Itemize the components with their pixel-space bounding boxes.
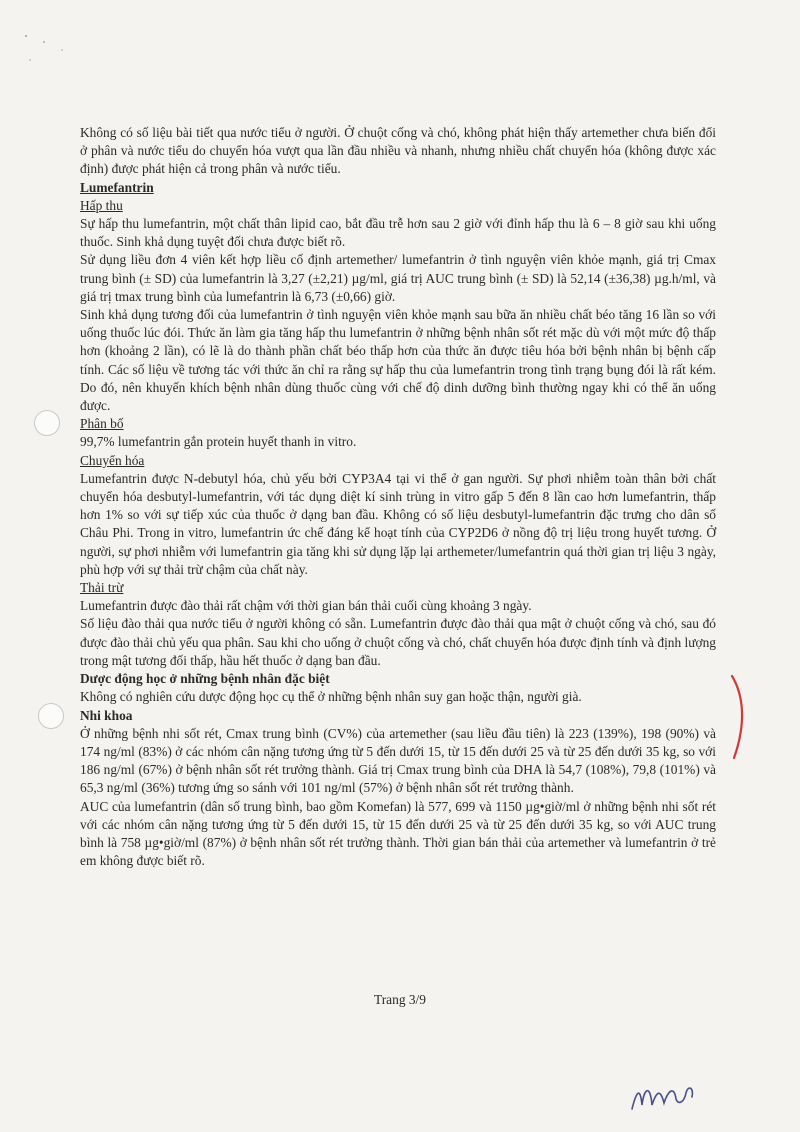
elimination-paragraph-1: Lumefantrin được đào thải rất chậm với thời gian bán thải cuối cùng khoảng 3 ngày.	[80, 598, 532, 614]
document-body	[80, 124, 716, 870]
subheading-absorption: Hấp thu	[80, 197, 123, 213]
heading-pediatrics: Nhi khoa	[80, 707, 133, 723]
handwritten-signature	[628, 1075, 698, 1115]
red-bracket-mark	[726, 672, 750, 762]
pediatrics-paragraph-2: AUC của lumefantrin (dân số trung bình, bao gồm Komefan) là 577, 699 và 1150 µg•giờ/ml ở những bệnh nhi sốt rét với các nhóm cân nặng tương ứng từ 5 đến dưới 15, từ 15 đến dưới 25 và từ 25 đến dưới 35 kg, so với AUC trung bình là 758 µg•giờ/ml (87%) ở bệnh nhân sốt rét trưởng thành. Thời gian bán thải của artemether và lumefantrin ở trẻ em không được biết rõ.	[80, 798, 716, 869]
absorption-paragraph-1: Sự hấp thu lumefantrin, một chất thân lipid cao, bắt đầu trễ hơn sau 2 giờ với đỉnh hấp thu là 6 – 8 giờ sau khi uống thuốc. Sinh khả dụng tuyệt đối chưa được biết rõ.	[80, 216, 716, 250]
intro-paragraph: Không có số liệu bài tiết qua nước tiểu ở người. Ở chuột cống và chó, không phát hiện thấy artemether chưa biến đổi ở phân và nước tiểu do chuyển hóa vượt qua lần đầu nhiều và nhanh, nhưng nhiều chất chuyển hóa (không được xác định) được phát hiện cả trong phân và nước tiểu.	[80, 125, 716, 177]
absorption-paragraph-3: Sinh khả dụng tương đối của lumefantrin ở tình nguyện viên khỏe mạnh sau bữa ăn nhiều chất béo tăng 16 lần so với uống thuốc lúc đói. Thức ăn làm gia tăng hấp thu lumefantrin ở những bệnh nhân sốt rét mặc dù với một mức độ thấp hơn (khoảng 2 lần), có lẽ là do thành phần chất béo thấp hơn của thức ăn được tiêu hóa bởi bệnh nhân bị bệnh cấp tính. Các số liệu về tương tác với thức ăn chỉ ra rằng sự hấp thu của lumefantrin trong tình trạng bụng đói là rất kém. Do đó, nên khuyến khích bệnh nhân dùng thuốc cùng với chế độ dinh dưỡng bình thường ngay khi có thể ăn uống được.	[80, 307, 716, 414]
heading-special-populations: Dược động học ở những bệnh nhân đặc biệt	[80, 671, 330, 687]
subheading-elimination: Thải trừ	[80, 580, 124, 596]
elimination-paragraph-2: Số liệu đào thải qua nước tiểu ở người không có sẵn. Lumefantrin được đào thải qua mật ở chuột cống và chó, sau đó được đào thải chủ yếu qua phân. Sau khi cho uống ở chuột cống và chó, chất chuyển hóa được định tính và định lượng trong mật tương đối thấp, hầu hết thuốc ở dạng ban đầu.	[80, 616, 716, 668]
section-heading-lumefantrin: Lumefantrin	[80, 179, 154, 195]
punch-hole-bottom	[38, 703, 64, 729]
subheading-distribution: Phân bố	[80, 416, 124, 432]
punch-hole-top	[34, 410, 60, 436]
page-number: Trang 3/9	[374, 992, 426, 1007]
special-populations-paragraph: Không có nghiên cứu dược động học cụ thể ở những bệnh nhân suy gan hoặc thận, người già.	[80, 689, 582, 705]
pediatrics-paragraph-1: Ở những bệnh nhi sốt rét, Cmax trung bình (CV%) của artemether (sau liều đầu tiên) là 223 (139%), 198 (90%) và 174 ng/ml (83%) ở các nhóm cân nặng tương ứng từ 5 đến dưới 15, từ 15 đến dưới 25 và từ 25 đến dưới 35 kg, so với 186 ng/ml (67%) ở bệnh nhân sốt rét trưởng thành. Giá trị Cmax trung bình của DHA là 54,7 (108%), 79,8 (101%) và 65,3 ng/ml (36%) tương ứng so sánh với 101 ng/ml (57%) ở bệnh nhân sốt rét trưởng thành.	[80, 725, 716, 796]
distribution-paragraph: 99,7% lumefantrin gắn protein huyết thanh in vitro.	[80, 434, 357, 450]
scan-specks	[20, 30, 80, 70]
subheading-metabolism: Chuyển hóa	[80, 452, 145, 468]
metabolism-paragraph: Lumefantrin được N-debutyl hóa, chủ yếu bởi CYP3A4 tại vi thể ở gan người. Sự phơi nhiễm toàn thân bởi chất chuyển hóa desbutyl-lumefantrin, với tác dụng diệt kí sinh trùng in vitro gấp 5 đến 8 lần cao hơn lumefantrin, thấp hơn 1% so với sự tiếp xúc của thuốc ở dạng ban đầu. Không có số liệu desbutyl-lumefantrin đặc trưng cho dân số Châu Phi. Trong in vitro, lumefantrin ức chế đáng kể hoạt tính của CYP2D6 ở nồng độ trị liệu trong huyết tương. Ở người, sự phơi nhiễm với lumefantrin gia tăng khi sử dụng lặp lại arthemeter/lumefantrin quá thời gian trị liệu 3 ngày, phù hợp với sự thải trừ chậm của chất này.	[80, 470, 716, 577]
absorption-paragraph-2: Sử dụng liều đơn 4 viên kết hợp liều cố định artemether/ lumefantrin ở tình nguyện viên khỏe mạnh, giá trị Cmax trung bình (± SD) của lumefantrin là 3,27 (±2,21) µg/ml, giá trị AUC trung bình (± SD) là 52,14 (±36,38) µg.h/ml, và giá trị tmax trung bình của lumefantrin là 6,73 (±0,66) giờ.	[80, 252, 716, 304]
